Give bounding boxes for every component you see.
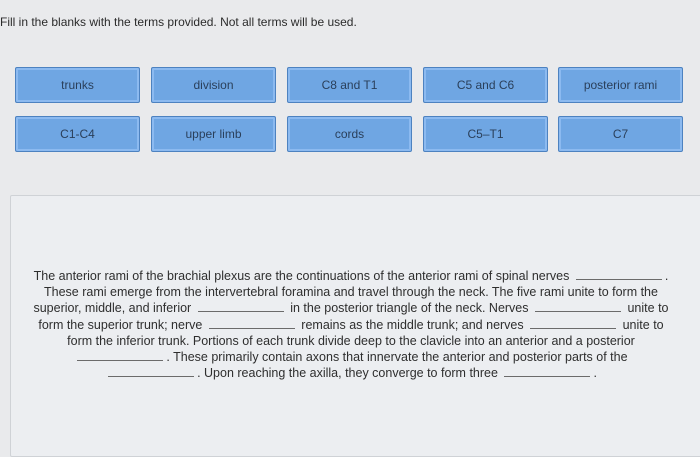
term-bank bbox=[15, 67, 685, 157]
term-posterior-rami[interactable]: posterior rami bbox=[558, 67, 683, 103]
term-upper-limb[interactable]: upper limb bbox=[151, 116, 276, 152]
question-paragraph bbox=[31, 268, 671, 381]
blank-4[interactable] bbox=[209, 317, 295, 329]
paragraph-text: . bbox=[593, 366, 597, 381]
term-c7[interactable]: C7 bbox=[558, 116, 683, 152]
term-c5-and-c6[interactable]: C5 and C6 bbox=[423, 67, 548, 103]
term-c5-t1[interactable]: C5–T1 bbox=[423, 116, 548, 152]
paragraph-text: The anterior rami of the brachial plexus are the continuations of the anterior rami of spinal nerves bbox=[33, 269, 570, 283]
blank-6[interactable] bbox=[77, 349, 163, 361]
term-c8-and-t1[interactable]: C8 and T1 bbox=[287, 67, 412, 103]
paragraph-text: unite to form the inferior trunk. Portions of each trunk divide deep to the clavicle into an anterior and a posterior bbox=[67, 317, 664, 348]
instructions-text: Fill in the blanks with the terms provided. Not all terms will be used. bbox=[0, 15, 357, 29]
blank-3[interactable] bbox=[535, 300, 621, 312]
paragraph-text: . These rami emerge from the intervertebral foramina and travel through the neck. The five rami unite to form the superior, middle, and inferior bbox=[33, 269, 669, 316]
fill-in-panel bbox=[10, 195, 700, 457]
paragraph-text: . Upon reaching the axilla, they converge to form three bbox=[197, 366, 498, 381]
term-division[interactable]: division bbox=[151, 67, 276, 103]
blank-2[interactable] bbox=[198, 300, 284, 312]
paragraph-text: in the posterior triangle of the neck. Nerves bbox=[290, 301, 529, 316]
blank-8[interactable] bbox=[504, 365, 590, 377]
blank-1[interactable] bbox=[576, 268, 662, 280]
term-c1-c4[interactable]: C1-C4 bbox=[15, 116, 140, 152]
term-cords[interactable]: cords bbox=[287, 116, 412, 152]
paragraph-text: . These primarily contain axons that innervate the anterior and posterior parts of the bbox=[166, 350, 628, 365]
blank-5[interactable] bbox=[530, 317, 616, 329]
paragraph-text: remains as the middle trunk; and nerves bbox=[301, 317, 524, 332]
term-trunks[interactable]: trunks bbox=[15, 67, 140, 103]
blank-7[interactable] bbox=[108, 365, 194, 377]
paragraph-text: unite to form the superior trunk; nerve bbox=[38, 301, 669, 332]
